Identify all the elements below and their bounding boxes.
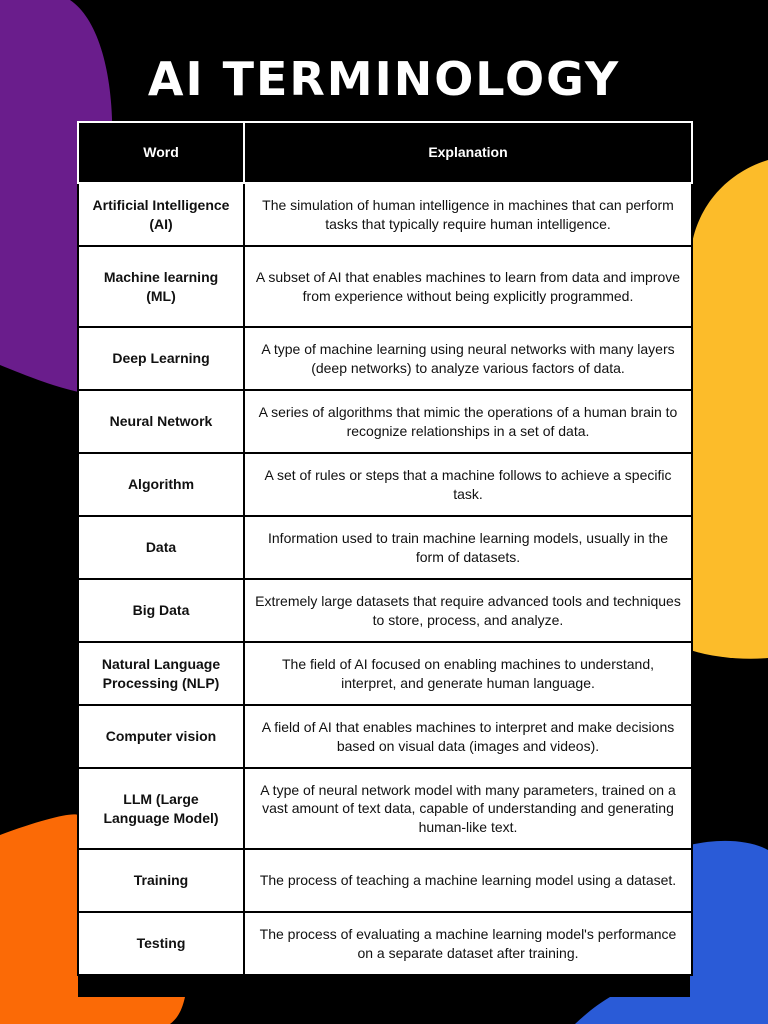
term-word: Big Data <box>78 579 244 642</box>
table-row <box>78 912 692 975</box>
table-header-row <box>78 122 692 183</box>
yellow-blob-shape <box>690 160 768 659</box>
term-word: Training <box>78 849 244 912</box>
term-word: Natural Language Processing (NLP) <box>78 642 244 705</box>
term-explanation: A set of rules or steps that a machine follows to achieve a specific task. <box>244 453 692 516</box>
table-row <box>78 453 692 516</box>
term-explanation: The field of AI focused on enabling machines to understand, interpret, and generate human language. <box>244 642 692 705</box>
header-word: Word <box>78 122 244 183</box>
term-explanation: A type of machine learning using neural networks with many layers (deep networks) to analyze various factors of data. <box>244 327 692 390</box>
term-explanation: A type of neural network model with many parameters, trained on a vast amount of text data, capable of understanding and generating human-like text. <box>244 768 692 849</box>
table-row <box>78 390 692 453</box>
term-explanation: Extremely large datasets that require advanced tools and techniques to store, process, and analyze. <box>244 579 692 642</box>
term-explanation: The process of teaching a machine learning model using a dataset. <box>244 849 692 912</box>
term-explanation: A field of AI that enables machines to interpret and make decisions based on visual data (images and videos). <box>244 705 692 768</box>
term-word: Data <box>78 516 244 579</box>
term-word: Machine learning (ML) <box>78 246 244 327</box>
term-explanation: A subset of AI that enables machines to learn from data and improve from experience without being explicitly programmed. <box>244 246 692 327</box>
table-row <box>78 579 692 642</box>
table-row <box>78 246 692 327</box>
term-explanation: The simulation of human intelligence in machines that can perform tasks that typically require human intelligence. <box>244 183 692 246</box>
table-row <box>78 768 692 849</box>
table-row <box>78 327 692 390</box>
table-row <box>78 642 692 705</box>
page-title: AI TERMINOLOGY <box>147 52 621 106</box>
header-explanation: Explanation <box>244 122 692 183</box>
term-explanation: The process of evaluating a machine learning model's performance on a separate dataset after training. <box>244 912 692 975</box>
table-row <box>78 516 692 579</box>
term-word: Algorithm <box>78 453 244 516</box>
table-row <box>78 849 692 912</box>
term-word: Artificial Intelligence (AI) <box>78 183 244 246</box>
term-explanation: A series of algorithms that mimic the operations of a human brain to recognize relationships in a set of data. <box>244 390 692 453</box>
term-word: Testing <box>78 912 244 975</box>
term-word: Neural Network <box>78 390 244 453</box>
table-row <box>78 705 692 768</box>
term-word: Deep Learning <box>78 327 244 390</box>
term-word: Computer vision <box>78 705 244 768</box>
term-explanation: Information used to train machine learning models, usually in the form of datasets. <box>244 516 692 579</box>
terminology-table <box>77 121 693 976</box>
term-word: LLM (Large Language Model) <box>78 768 244 849</box>
table-row <box>78 183 692 246</box>
